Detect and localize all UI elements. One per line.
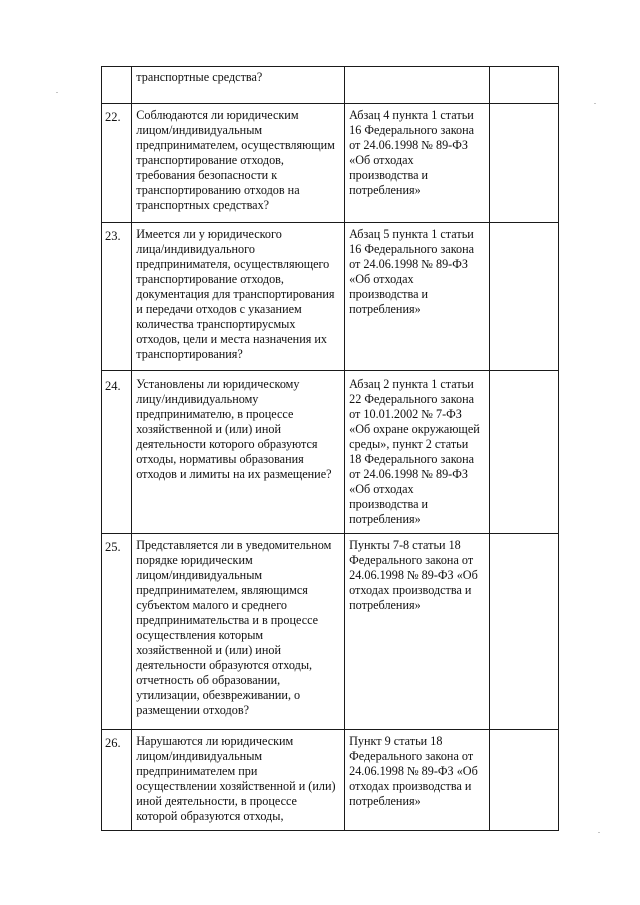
question-cell — [132, 730, 345, 831]
reference-text: Абзац 5 пункта 1 статьи 16 Федерального закона от 24.06.1998 № 89-ФЗ «Об отходах производства и потребления» — [349, 227, 475, 316]
reference-text: Пункт 9 статьи 18 Федерального закона от 24.06.1998 № 89-ФЗ «Об отходах производства и потребления» — [349, 734, 478, 808]
answer-cell — [490, 371, 559, 534]
row-number-cell — [102, 67, 132, 104]
reference-text: Абзац 4 пункта 1 статьи 16 Федерального закона от 24.06.1998 № 89-ФЗ «Об отходах производства и потребления» — [349, 108, 475, 197]
reference-text: Абзац 2 пункта 1 статьи 22 Федерального закона от 10.01.2002 № 7-ФЗ «Об охране окружающей среды», пункт 2 статьи 18 Федерального закона от 24.06.1998 № 89-ФЗ «Об отходах производства и потребления» — [349, 377, 480, 526]
reference-text: Пункты 7-8 статьи 18 Федерального закона от 24.06.1998 № 89-ФЗ «Об отходах производства и потребления» — [349, 538, 478, 612]
question-cell — [132, 534, 345, 730]
row-number-cell — [102, 730, 132, 831]
answer-cell — [490, 223, 559, 371]
reference-cell — [345, 104, 490, 223]
row-number-cell — [102, 371, 132, 534]
question-cell — [132, 371, 345, 534]
reference-cell — [345, 730, 490, 831]
scan-speck — [594, 103, 596, 104]
question-cell — [132, 223, 345, 371]
row-number-cell — [102, 534, 132, 730]
question-text: Имеется ли у юридического лица/индивидуального предпринимателя, осуществляющего транспортирование отходов, документация для транспортирования и передачи отходов с указанием количества транспортирусмых отходов, цели и места назначения их транспортирования? — [136, 227, 335, 361]
table-row — [102, 104, 559, 223]
row-number-cell — [102, 223, 132, 371]
answer-cell — [490, 67, 559, 104]
reference-cell — [345, 534, 490, 730]
checklist-table — [101, 66, 559, 831]
scan-speck — [598, 832, 600, 833]
scan-speck — [56, 92, 58, 93]
answer-cell — [490, 534, 559, 730]
question-cell — [132, 104, 345, 223]
question-text: Установлены ли юридическому лицу/индивидуальному предпринимателю, в процессе хозяйственной и (или) иной деятельности которого образуются отходы, нормативы образования отходов и лимиты на их размещение? — [136, 377, 332, 481]
row-number-cell — [102, 104, 132, 223]
table-row — [102, 534, 559, 730]
reference-cell — [345, 67, 490, 104]
question-text: транспортные средства? — [136, 70, 263, 84]
table-row — [102, 223, 559, 371]
question-text: Представляется ли в уведомительном порядке юридическим лицом/индивидуальным предпринимателем, являющимся субъектом малого и среднего предпринимательства и в процессе осуществления которым хозяйственной и (или) иной деятельности образуются отходы, отчетность об образовании, утилизации, обезвреживании, о размещении отходов? — [136, 538, 332, 717]
row-number: 23. — [105, 229, 121, 243]
question-text: Нарушаются ли юридическим лицом/индивидуальным предпринимателем при осуществлении хозяйственной и (или) иной деятельности, в процессе которой образуются отходы, — [136, 734, 336, 823]
row-number: 22. — [105, 110, 121, 124]
reference-cell — [345, 223, 490, 371]
reference-cell — [345, 371, 490, 534]
question-cell — [132, 67, 345, 104]
row-number: 24. — [105, 379, 121, 393]
row-number: 26. — [105, 736, 121, 750]
table-row — [102, 730, 559, 831]
row-number: 25. — [105, 540, 121, 554]
answer-cell — [490, 104, 559, 223]
answer-cell — [490, 730, 559, 831]
table-row — [102, 371, 559, 534]
question-text: Соблюдаются ли юридическим лицом/индивидуальным предпринимателем, осуществляющим транспортирование отходов, требования безопасности к транспортированию отходов на транспортных средствах? — [136, 108, 335, 212]
table-row — [102, 67, 559, 104]
